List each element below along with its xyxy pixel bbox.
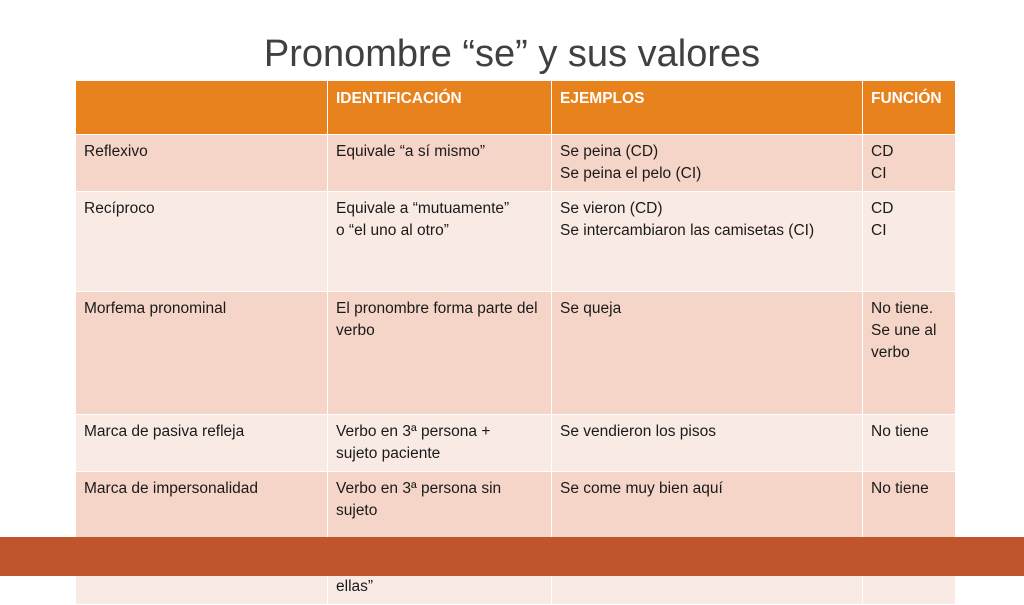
table-row bbox=[76, 415, 956, 472]
values-table bbox=[75, 80, 956, 605]
table-row bbox=[76, 292, 956, 415]
cell-funcion: No tiene bbox=[863, 472, 956, 548]
table-row bbox=[76, 135, 956, 192]
cell-identificacion: Equivale a “mutuamente” o “el uno al otro” bbox=[328, 192, 552, 292]
cell-valor: Morfema pronominal bbox=[76, 292, 328, 415]
cell-identificacion: ellas” bbox=[328, 548, 552, 605]
cell-identificacion: Verbo en 3ª persona sin sujeto bbox=[328, 472, 552, 548]
cell-identificacion: El pronombre forma parte del verbo bbox=[328, 292, 552, 415]
header-cell-funcion: FUNCIÓN bbox=[863, 81, 956, 135]
cell-identificacion: Verbo en 3ª persona + sujeto paciente bbox=[328, 415, 552, 472]
bottom-accent-bar bbox=[0, 537, 1024, 576]
cell-funcion: No tiene. Se une al verbo bbox=[863, 292, 956, 415]
cell-funcion: CD CI bbox=[863, 135, 956, 192]
cell-ejemplos: Se queja bbox=[552, 292, 863, 415]
cell-funcion: CD CI bbox=[863, 192, 956, 292]
table-header-row bbox=[76, 81, 956, 135]
header-cell-valor bbox=[76, 81, 328, 135]
cell-valor: Recíproco bbox=[76, 192, 328, 292]
cell-valor: Marca de impersonalidad bbox=[76, 472, 328, 548]
cell-valor: Reflexivo bbox=[76, 135, 328, 192]
table-row bbox=[76, 192, 956, 292]
cell-valor: Marca de pasiva refleja bbox=[76, 415, 328, 472]
cell-ejemplos: Se vieron (CD) Se intercambiaron las camisetas (CI) bbox=[552, 192, 863, 292]
cell-ejemplos: Se vendieron los pisos bbox=[552, 415, 863, 472]
cell-ejemplos: Se peina (CD) Se peina el pelo (CI) bbox=[552, 135, 863, 192]
slide-title: Pronombre “se” y sus valores bbox=[263, 33, 761, 75]
header-cell-identificacion: IDENTIFICACIÓN bbox=[328, 81, 552, 135]
cell-ejemplos: Se come muy bien aquí bbox=[552, 472, 863, 548]
header-cell-ejemplos: EJEMPLOS bbox=[552, 81, 863, 135]
cell-identificacion: Equivale “a sí mismo” bbox=[328, 135, 552, 192]
cell-funcion: No tiene bbox=[863, 415, 956, 472]
